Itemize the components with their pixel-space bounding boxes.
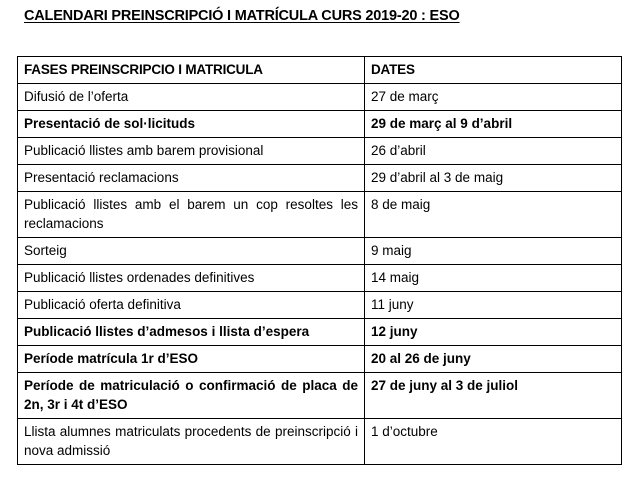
- table-row: [18, 192, 622, 238]
- dates-cell: 14 maig: [365, 265, 622, 292]
- calendar-table: [17, 56, 622, 465]
- phase-cell: Publicació oferta definitiva: [18, 292, 365, 319]
- table-row: [18, 84, 622, 111]
- dates-cell: 27 de juny al 3 de juliol: [365, 373, 622, 419]
- table-row: [18, 319, 622, 346]
- phase-cell: Publicació llistes amb barem provisional: [18, 138, 365, 165]
- phase-cell: Període matrícula 1r d’ESO: [18, 346, 365, 373]
- dates-cell: 8 de maig: [365, 192, 622, 238]
- table-header-row: [18, 57, 622, 84]
- document-title: CALENDARI PREINSCRIPCIÓ I MATRÍCULA CURS 2019-20 : ESO: [24, 8, 460, 24]
- dates-cell: 27 de març: [365, 84, 622, 111]
- dates-cell: 29 de març al 9 d’abril: [365, 111, 622, 138]
- table-row: [18, 238, 622, 265]
- phase-cell: Publicació llistes d’admesos i llista d’espera: [18, 319, 365, 346]
- dates-cell: 11 juny: [365, 292, 622, 319]
- phase-cell: Difusió de l’oferta: [18, 84, 365, 111]
- dates-cell: 26 d’abril: [365, 138, 622, 165]
- dates-cell: 20 al 26 de juny: [365, 346, 622, 373]
- phase-cell: Període de matriculació o confirmació de placa de 2n, 3r i 4t d’ESO: [18, 373, 365, 419]
- table-row: [18, 292, 622, 319]
- header-dates: DATES: [365, 57, 622, 84]
- dates-cell: 12 juny: [365, 319, 622, 346]
- table-row: [18, 111, 622, 138]
- table-row: [18, 419, 622, 465]
- dates-cell: 29 d’abril al 3 de maig: [365, 165, 622, 192]
- table-row: [18, 265, 622, 292]
- phase-cell: Publicació llistes ordenades definitives: [18, 265, 365, 292]
- phase-cell: Publicació llistes amb el barem un cop resoltes les reclamacions: [18, 192, 365, 238]
- table-row: [18, 346, 622, 373]
- dates-cell: 9 maig: [365, 238, 622, 265]
- phase-cell: Presentació reclamacions: [18, 165, 365, 192]
- table-row: [18, 165, 622, 192]
- phase-cell: Presentació de sol·licituds: [18, 111, 365, 138]
- phase-cell: Llista alumnes matriculats procedents de preinscripció i nova admissió: [18, 419, 365, 465]
- table-row: [18, 373, 622, 419]
- header-phases: FASES PREINSCRIPCIO I MATRICULA: [18, 57, 365, 84]
- dates-cell: 1 d’octubre: [365, 419, 622, 465]
- table-row: [18, 138, 622, 165]
- phase-cell: Sorteig: [18, 238, 365, 265]
